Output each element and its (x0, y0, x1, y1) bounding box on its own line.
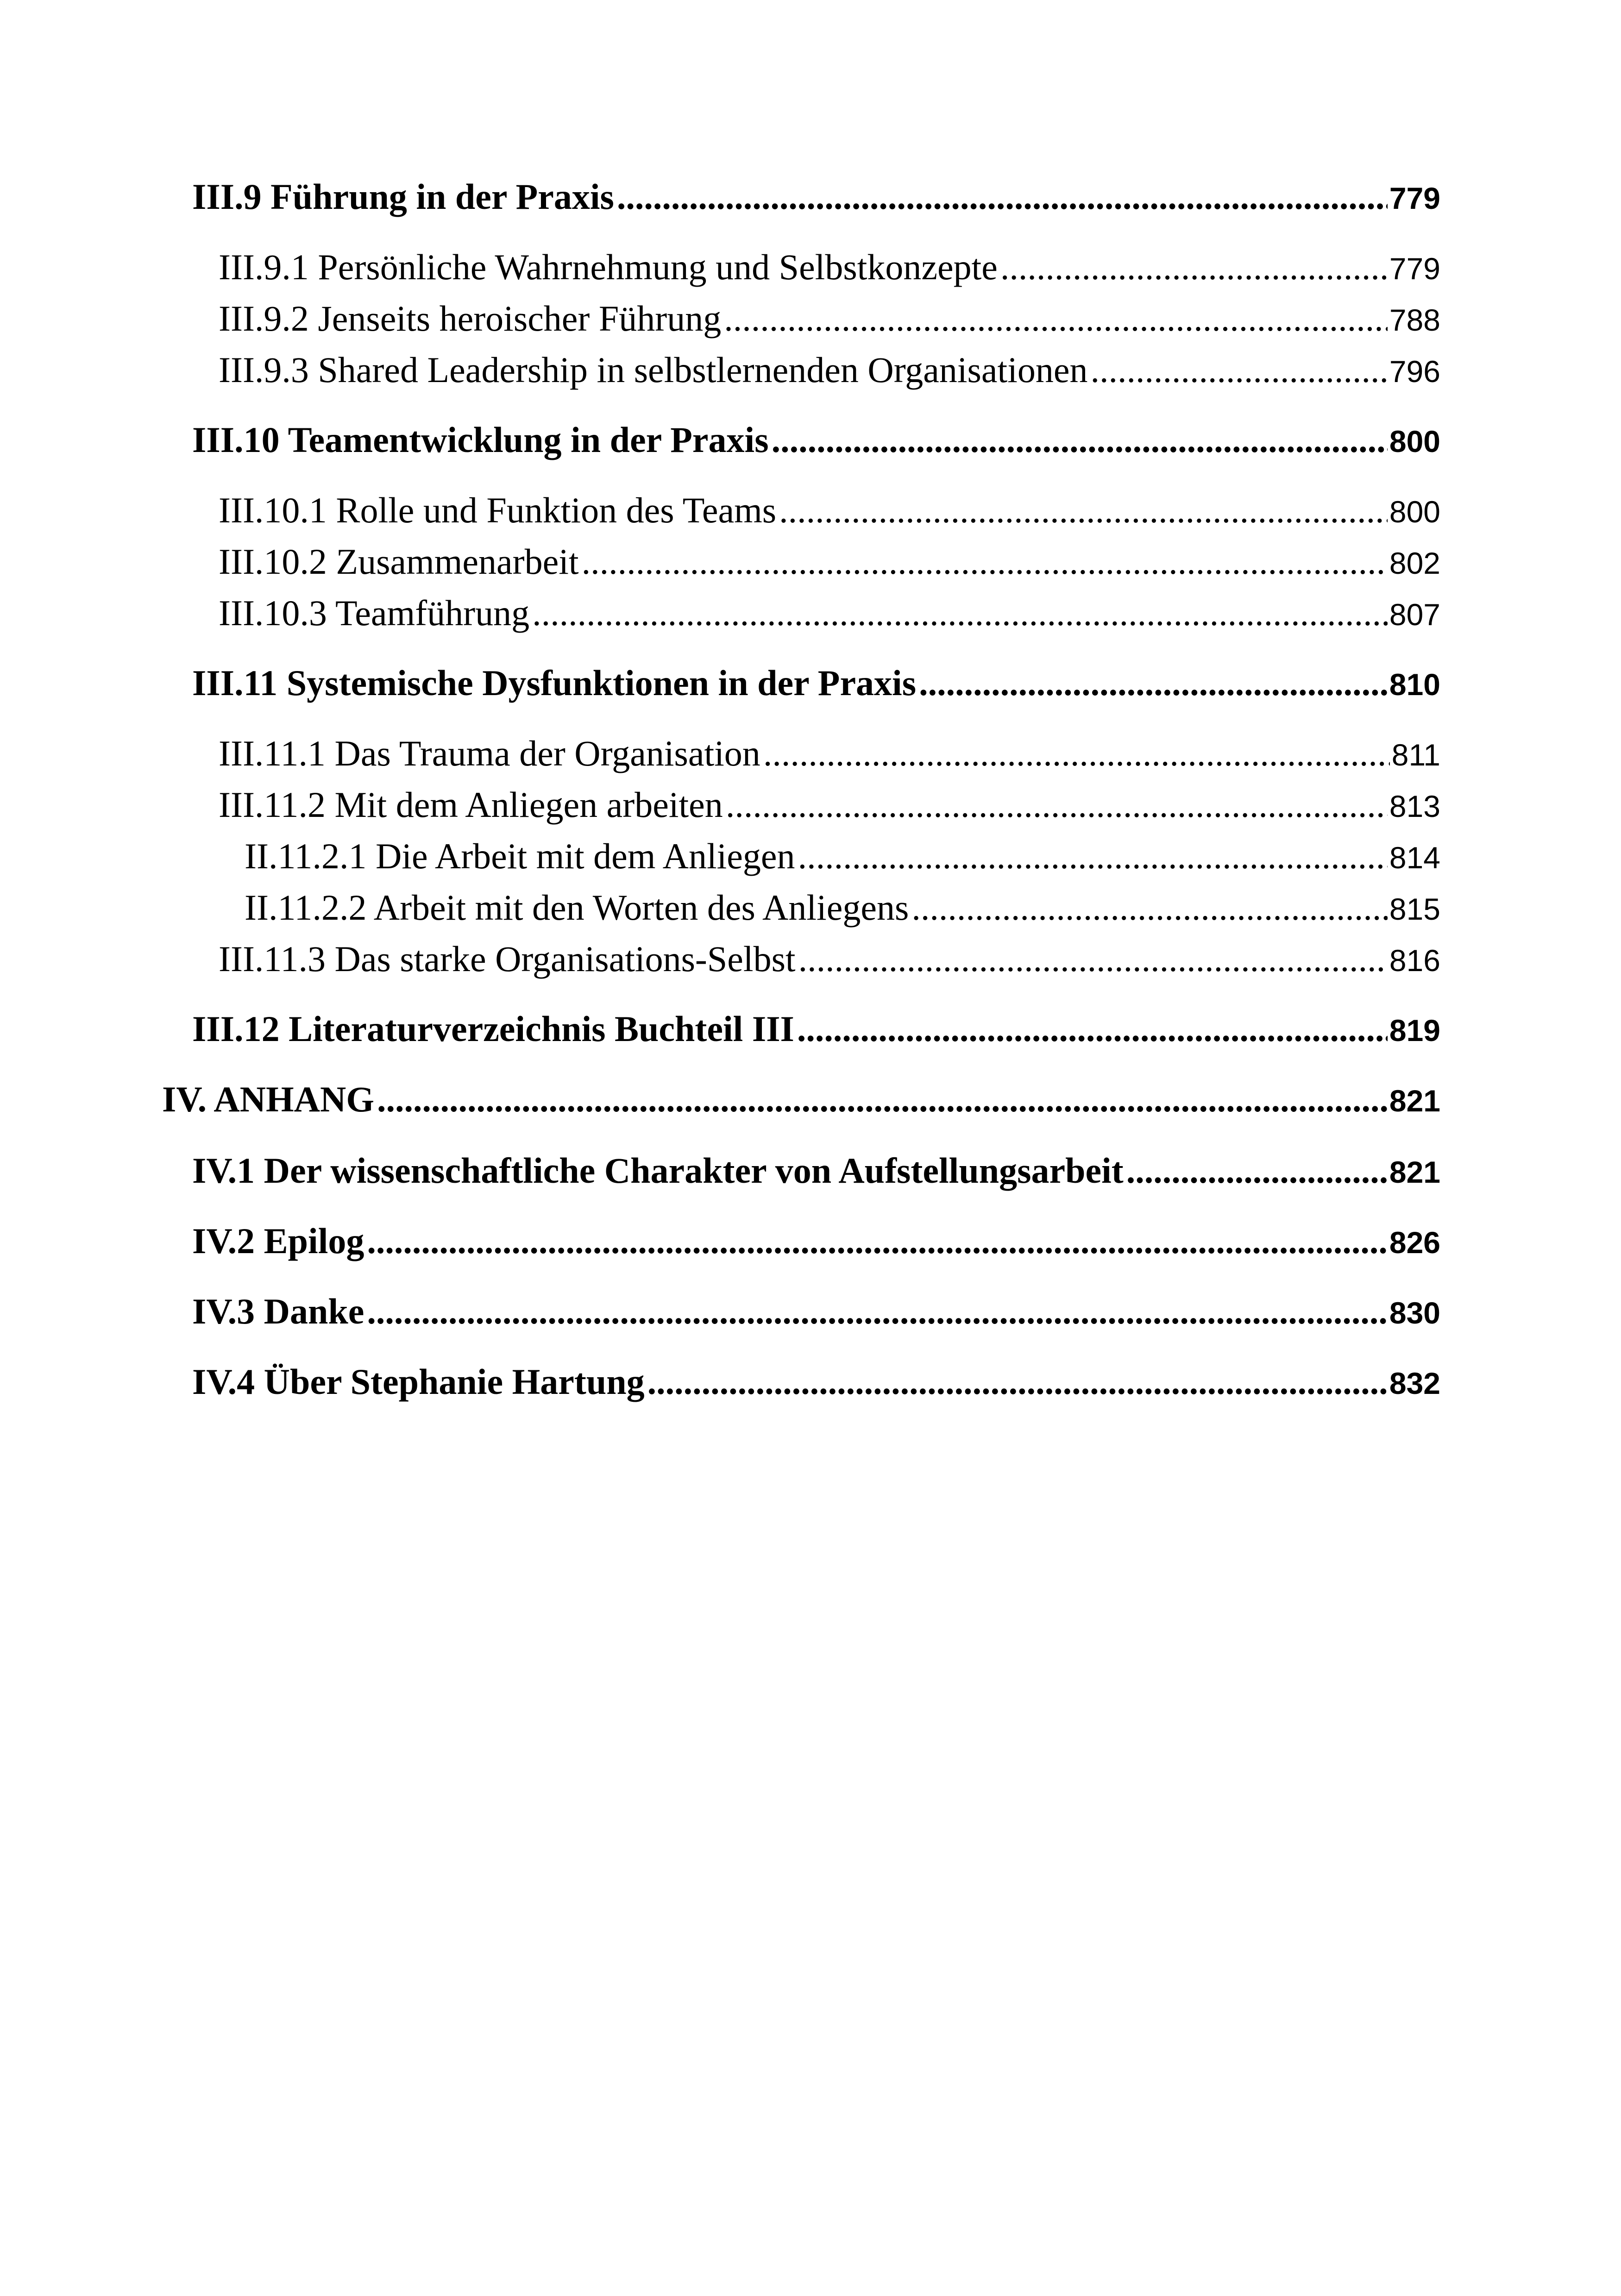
toc-entry-page: 826 (1389, 1225, 1440, 1260)
toc-entry[interactable] (162, 1220, 1440, 1291)
toc-entry[interactable] (162, 176, 1440, 246)
toc-entry[interactable] (162, 246, 1440, 298)
dot-leader (726, 784, 1388, 826)
toc-entry[interactable] (162, 489, 1440, 541)
toc-entry-title: III.11.1 Das Trauma der Organisation (219, 733, 760, 773)
dot-leader (1091, 349, 1388, 391)
dot-leader (532, 592, 1388, 634)
toc-entry[interactable] (162, 419, 1440, 489)
dot-leader (911, 887, 1388, 928)
toc-entry-page: 810 (1389, 667, 1440, 702)
toc-entry[interactable] (162, 1361, 1440, 1431)
dot-leader (647, 1361, 1388, 1403)
dot-leader (724, 298, 1388, 339)
dot-leader (797, 1008, 1388, 1050)
toc-entry-title: III.10.1 Rolle und Funktion des Teams (219, 490, 777, 530)
toc-entry-title: III.9.1 Persönliche Wahrnehmung und Selbstkonzepte (219, 247, 998, 287)
toc-entry-page: 800 (1389, 495, 1440, 529)
toc-entry-title: IV.3 Danke (192, 1291, 364, 1331)
toc-entry[interactable] (162, 784, 1440, 835)
dot-leader (617, 176, 1388, 218)
toc-entry[interactable] (162, 349, 1440, 401)
dot-leader (779, 489, 1388, 531)
dot-leader (367, 1220, 1387, 1262)
toc-entry[interactable] (162, 541, 1440, 592)
dot-leader (772, 419, 1388, 461)
toc-entry-page: 807 (1389, 597, 1440, 632)
toc-entry-title: III.10 Teamentwicklung in der Praxis (192, 420, 769, 460)
toc-entry-title: III.9 Führung in der Praxis (192, 176, 614, 217)
toc-entry-title: III.11.2 Mit dem Anliegen arbeiten (219, 784, 723, 825)
toc-entry[interactable] (162, 1150, 1440, 1220)
dot-leader (919, 662, 1388, 704)
toc-entry-page: 813 (1389, 789, 1440, 823)
dot-leader (798, 835, 1388, 877)
toc-entry[interactable] (162, 592, 1440, 644)
toc-entry-page: 779 (1389, 251, 1440, 286)
toc-entry-title: III.9.3 Shared Leadership in selbstlernenden Organisationen (219, 350, 1088, 390)
toc-entry-title: III.10.2 Zusammenarbeit (219, 541, 579, 582)
toc-entry-page: 811 (1391, 738, 1440, 772)
toc-entry-title: IV.2 Epilog (192, 1221, 364, 1261)
dot-leader (377, 1079, 1388, 1120)
dot-leader (582, 541, 1388, 583)
toc-entry[interactable] (162, 733, 1440, 784)
toc-entry-page: 802 (1389, 546, 1440, 580)
toc-entry-page: 800 (1389, 424, 1440, 458)
toc-entry-title: III.11 Systemische Dysfunktionen in der Praxis (192, 663, 917, 703)
dot-leader (367, 1291, 1388, 1332)
toc-entry-title: IV. ANHANG (162, 1079, 374, 1119)
toc-entry-page: 816 (1389, 943, 1440, 978)
toc-entry-page: 796 (1389, 354, 1440, 389)
toc-entry[interactable] (162, 1291, 1440, 1361)
dot-leader (1126, 1150, 1388, 1192)
toc-entry-page: 788 (1389, 303, 1440, 337)
toc-entry[interactable] (162, 1079, 1440, 1150)
toc-entry-title: III.9.2 Jenseits heroischer Führung (219, 298, 722, 339)
toc-entry[interactable] (162, 835, 1440, 887)
dot-leader (1000, 246, 1388, 288)
toc-entry[interactable] (162, 1008, 1440, 1079)
toc-entry-title: III.10.3 Teamführung (219, 593, 530, 633)
toc-entry[interactable] (162, 298, 1440, 349)
toc-entry-title: III.11.3 Das starke Organisations-Selbst (219, 939, 796, 979)
toc-entry[interactable] (162, 662, 1440, 733)
toc-entry-page: 821 (1389, 1084, 1440, 1118)
toc-entry-page: 832 (1389, 1366, 1440, 1400)
toc-entry-page: 830 (1389, 1296, 1440, 1330)
table-of-contents (162, 176, 1440, 1431)
toc-entry[interactable] (162, 887, 1440, 938)
toc-entry-page: 819 (1389, 1013, 1440, 1048)
toc-entry-title: IV.1 Der wissenschaftliche Charakter von Aufstellungsarbeit (192, 1150, 1124, 1191)
toc-entry-page: 815 (1389, 892, 1440, 926)
dot-leader (798, 938, 1388, 980)
toc-entry-page: 814 (1389, 841, 1440, 875)
toc-entry-title: III.12 Literaturverzeichnis Buchteil III (192, 1009, 794, 1049)
toc-entry-page: 779 (1389, 181, 1440, 215)
toc-entry[interactable] (162, 938, 1440, 990)
toc-entry-title: II.11.2.2 Arbeit mit den Worten des Anliegens (245, 887, 909, 928)
toc-entry-page: 821 (1389, 1155, 1440, 1189)
toc-entry-title: II.11.2.1 Die Arbeit mit dem Anliegen (245, 836, 795, 876)
toc-entry-title: IV.4 Über Stephanie Hartung (192, 1361, 645, 1402)
dot-leader (763, 733, 1390, 774)
